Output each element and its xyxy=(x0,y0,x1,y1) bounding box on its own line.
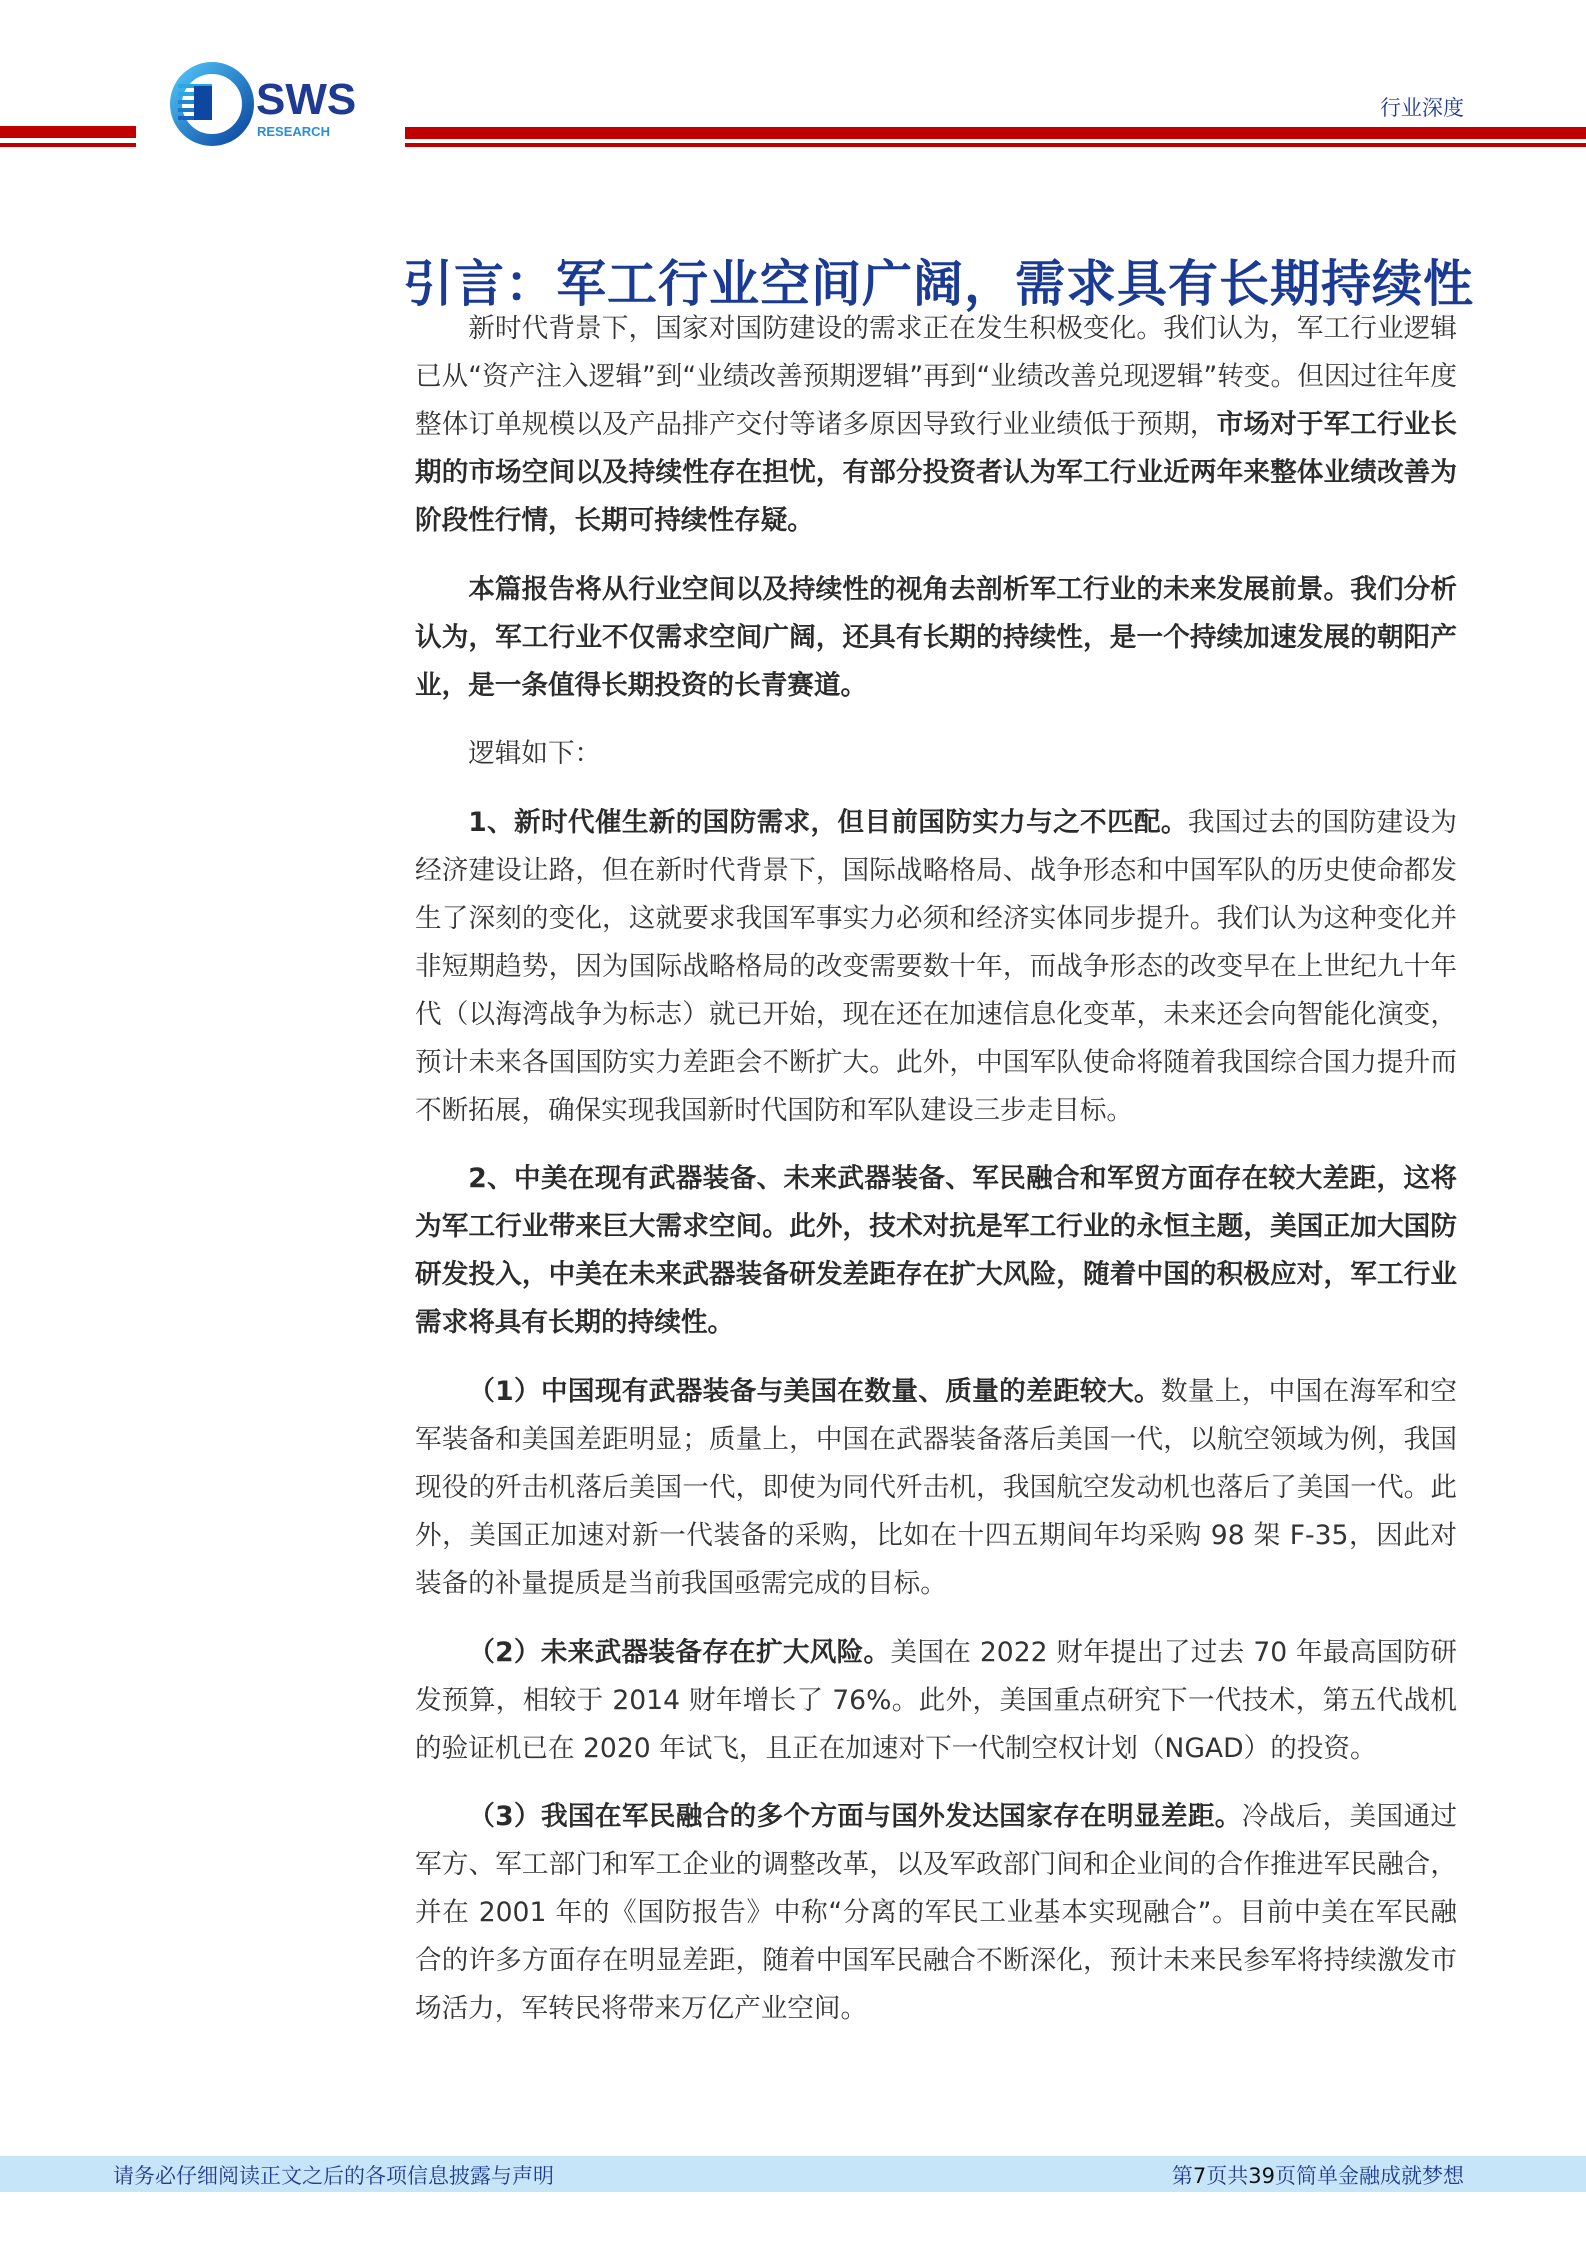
logo-subtext: RESEARCH xyxy=(257,124,330,139)
footer-slogan: 简单金融成就梦想 xyxy=(1296,2164,1464,2188)
bold-text: 本篇报告将从行业空间以及持续性的视角去剖析军工行业的未来发展前景。我们分析认为，军工行业不仅需求空间广阔，还具有长期的持续性，是一个持续加速发展的朝阳产业，是一条值得长期投资的长青赛道。 xyxy=(415,573,1457,701)
header-rule-right xyxy=(405,127,1586,139)
sws-research-logo xyxy=(170,62,380,146)
bold-text: 1、新时代催生新的国防需求，但目前国防实力与之不匹配。 xyxy=(468,806,1188,838)
text: 逻辑如下： xyxy=(468,738,602,770)
header-rule-right-thin xyxy=(405,143,1586,147)
page-total: 39 xyxy=(1248,2164,1275,2188)
bold-text: （3）我国在军民融合的多个方面与国外发达国家存在明显差距。 xyxy=(468,1801,1242,1833)
footer-disclaimer: 请务必仔细阅读正文之后的各项信息披露与声明 xyxy=(113,2164,554,2188)
paragraph xyxy=(415,566,1457,710)
text: 我国过去的国防建设为经济建设让路，但在新时代背景下，国际战略格局、战争形态和中国军队的历史使命都发生了深刻的变化，这就要求我国军事实力必须和经济实体同步提升。我们认为这种变化并非短期趋势，因为国际战略格局的改变需要数十年，而战争形态的改变早在上世纪九十年代（以海湾战争为标志）就已开始，现在还在加速信息化变革，未来还会向智能化演变，预计未来各国国防实力差距会不断扩大。此外，中国军队使命将随着我国综合国力提升而不断拓展，确保实现我国新时代国防和军队建设三步走目标。 xyxy=(415,806,1457,1126)
report-type-label: 行业深度 xyxy=(1380,96,1464,120)
bold-text: （2）未来武器装备存在扩大风险。 xyxy=(468,1636,891,1668)
paragraph xyxy=(415,1155,1457,1347)
paragraph xyxy=(415,799,1457,1135)
bold-text: （1）中国现有武器装备与美国在数量、质量的差距较大。 xyxy=(468,1375,1161,1407)
bold-text: 市场对于军工行业长期的市场空间以及持续性存在担忧，有部分投资者认为军工行业近两年来整体业绩改善为阶段性行情，长期可持续性存疑。 xyxy=(415,409,1458,536)
text: 数量上，中国在海军和空军装备和美国差距明显；质量上，中国在武器装备落后美国一代，以航空领域为例，我国现役的歼击机落后美国一代，即使为同代歼击机，我国航空发动机也落后了美国一代。此外，美国正加速对新一代装备的采购，比如在十四五期间年均采购 98 架 F-35，因此对装备的补量提质是当前我国亟需完成的目标。 xyxy=(415,1375,1457,1599)
header-rule-left xyxy=(0,126,136,138)
footer-page-info xyxy=(1172,2160,1464,2190)
paragraph xyxy=(415,1629,1457,1773)
text: 冷战后，美国通过军方、军工部门和军工企业的调整改革，以及军政部门间和企业间的合作推进军民融合，并在 2001 年的《国防报告》中称“分离的军民工业基本实现融合”。目前中美在军民融合的许多方面存在明显差距，随着中国军民融合不断深化，预计未来民参军将持续激发市场活力，军转民将带来万亿产业空间。 xyxy=(415,1801,1457,2025)
page-suffix: 页 xyxy=(1275,2164,1296,2188)
header-rule-left-thin xyxy=(0,143,136,147)
page-current: 7 xyxy=(1192,2164,1207,2188)
page-title: 引言：军工行业空间广阔，需求具有长期持续性 xyxy=(403,254,1474,313)
footer-band xyxy=(0,2156,1586,2192)
body-text xyxy=(415,305,1457,2054)
text: 美国在 2022 财年提出了过去 70 年最高国防研发预算，相较于 2014 财年增长了 76%。此外，美国重点研究下一代技术，第五代战机的验证机已在 2020 年试飞，且正在加速对下一代制空权计划（NGAD）的投资。 xyxy=(415,1636,1457,1764)
page-mid: 页共 xyxy=(1206,2164,1249,2188)
page-prefix: 第 xyxy=(1171,2164,1193,2188)
bold-text: 2、中美在现有武器装备、未来武器装备、军民融合和军贸方面存在较大差距，这将为军工行业带来巨大需求空间。此外，技术对抗是军工行业的永恒主题，美国正加大国防研发投入，中美在未来武器装备研发差距存在扩大风险，随着中国的积极应对，军工行业需求将具有长期的持续性。 xyxy=(415,1163,1457,1339)
logo-emblem-icon xyxy=(170,62,380,146)
text: 新时代背景下，国家对国防建设的需求正在发生积极变化。我们认为，军工行业逻辑已从“资产注入逻辑”到“业绩改善预期逻辑”再到“业绩改善兑现逻辑”转变。但因过往年度整体订单规模以及产品排产交付等诸多原因导致行业业绩低于预期， xyxy=(415,313,1457,440)
paragraph xyxy=(415,730,1457,778)
paragraph xyxy=(415,1793,1457,2033)
paragraph xyxy=(415,305,1457,545)
paragraph xyxy=(415,1368,1457,1608)
logo-text: SWS xyxy=(256,75,357,124)
